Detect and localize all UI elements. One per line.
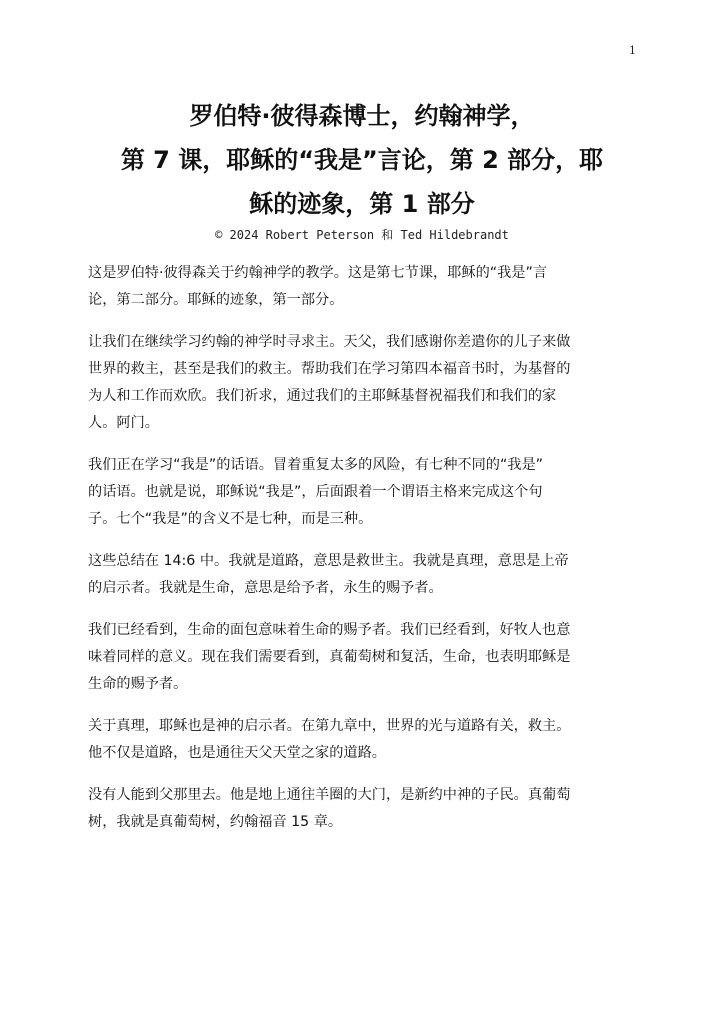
title-line-1: 罗伯特·彼得森博士，约翰神学， xyxy=(189,102,535,130)
paragraph xyxy=(88,617,636,698)
title-line-3: 稣的迹象，第 1 部分 xyxy=(249,190,475,218)
paragraph-line: 我们正在学习“我是”的话语。冒着重复太多的风险，有七种不同的“我是” xyxy=(88,457,544,473)
paragraph-line: 让我们在继续学习约翰的神学时寻求主。天父，我们感谢你差遣你的儿子来做 xyxy=(88,334,571,350)
paragraph-line: 世界的救主，甚至是我们的救主。帮助我们在学习第四本福音书时，为基督的 xyxy=(88,361,571,377)
paragraph-line: 关于真理，耶稣也是神的启示者。在第九章中，世界的光与道路有关，救主。 xyxy=(88,718,571,734)
title-block xyxy=(70,94,654,244)
paragraph xyxy=(88,452,636,533)
paragraph xyxy=(88,329,636,437)
title-line-2: 第 7 课，耶稣的“我是”言论，第 2 部分，耶 xyxy=(120,146,604,174)
paragraph xyxy=(88,260,636,314)
paragraph-line: 他不仅是道路，也是通往天父天堂之家的道路。 xyxy=(88,745,386,761)
paragraph-line: 论，第二部分。耶稣的迹象，第一部分。 xyxy=(88,292,344,308)
paragraph-line: 这是罗伯特·彼得森关于约翰神学的教学。这是第七节课，耶稣的“我是”言 xyxy=(88,265,548,281)
body-text xyxy=(88,260,636,851)
paragraph-line: 子。七个“我是”的含义不是七种，而是三种。 xyxy=(88,511,373,527)
paragraph-line: 为人和工作而欢欣。我们祈求，通过我们的主耶稣基督祝福我们和我们的家 xyxy=(88,388,557,404)
paragraph-line: 味着同样的意义。现在我们需要看到，真葡萄树和复活，生命，也表明耶稣是 xyxy=(88,649,571,665)
paragraph-line: 树，我就是真葡萄树，约翰福音 15 章。 xyxy=(88,814,343,830)
paragraph xyxy=(88,782,636,836)
paragraph-line: 我们已经看到，生命的面包意味着生命的赐予者。我们已经看到，好牧人也意 xyxy=(88,622,571,638)
paragraph xyxy=(88,548,636,602)
paragraph-line: 这些总结在 14:6 中。我就是道路，意思是救世主。我就是真理，意思是上帝 xyxy=(88,553,569,569)
paragraph-line: 没有人能到父那里去。他是地上通往羊圈的大门，是新约中神的子民。真葡萄 xyxy=(88,787,571,803)
paragraph-line: 的话语。也就是说，耶稣说“我是”，后面跟着一个谓语主格来完成这个句 xyxy=(88,484,543,500)
paragraph-line: 生命的赐予者。 xyxy=(88,676,188,692)
copyright-line: © 2024 Robert Peterson 和 Ted Hildebrandt xyxy=(215,228,509,242)
paragraph-line: 的启示者。我就是生命，意思是给予者，永生的赐予者。 xyxy=(88,580,443,596)
page-number: 1 xyxy=(629,44,636,57)
paragraph-line: 人。阿门。 xyxy=(88,415,159,431)
paragraph xyxy=(88,713,636,767)
